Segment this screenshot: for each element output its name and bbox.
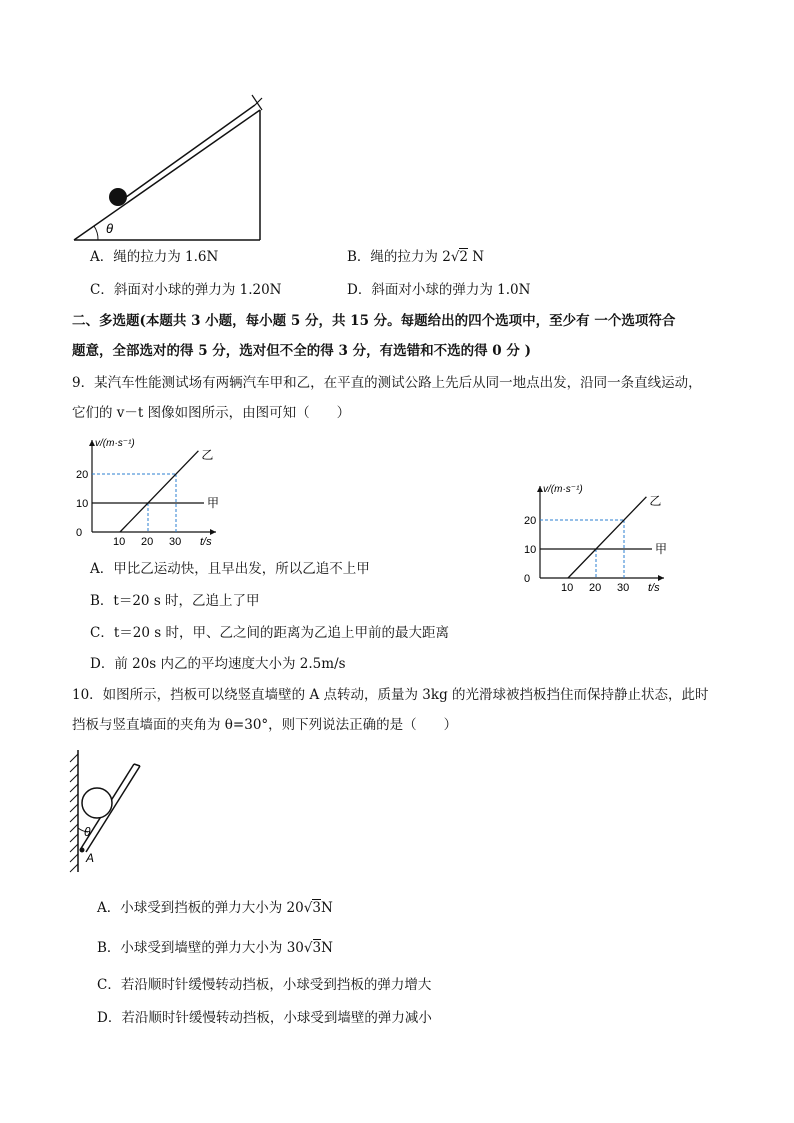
q10-option-b-coef: 30 [286, 940, 304, 956]
x-tick-label-2: 30 [169, 536, 182, 548]
x-tick-label-0: 10 [561, 582, 574, 594]
q10-option-b[interactable] [97, 939, 333, 957]
vt-chart-left [70, 432, 230, 550]
ball [82, 788, 112, 818]
q9-option-d[interactable]: D．前 20s 内乙的平均速度大小为 2.5m/s [90, 656, 346, 672]
q8-option-b-unit: N [468, 249, 485, 265]
section2-header-line1: 二、多选题(本题共 3 小题，每小题 5 分，共 15 分。每题给出的四个选项中，至少有 一个选项符合 [72, 313, 676, 329]
sqrt-sign: √ [303, 900, 313, 916]
q8-option-a[interactable]: A．绳的拉力为 1.6N [90, 249, 219, 265]
series-line-1 [568, 497, 646, 578]
x-axis-label: t/s [648, 582, 660, 594]
q10-option-a-text: A．小球受到挡板的弹力大小为 [97, 900, 287, 916]
q9-stem-line2: 它们的 v－t 图像如图所示，由图可知（ ） [72, 405, 351, 421]
sqrt-sign: √ [303, 940, 313, 956]
q10-option-b-text: B．小球受到墙壁的弹力大小为 [97, 940, 287, 956]
q10-option-b-unit: N [321, 940, 333, 956]
q8-option-b[interactable] [347, 248, 484, 266]
y-tick-label-2: 20 [524, 515, 537, 527]
q10-option-a-radicand: 3 [312, 900, 321, 916]
q9-stem-line1: 9．某汽车性能测试场有两辆汽车甲和乙，在平直的测试公路上先后从同一地点出发，沿同一条直线运动， [72, 375, 702, 391]
q10-option-b-radicand: 3 [312, 940, 322, 956]
y-tick-label-0: 0 [76, 527, 83, 539]
q9-option-a[interactable]: A．甲比乙运动快，且早出发，所以乙追不上甲 [90, 561, 370, 577]
q10-option-a[interactable] [97, 899, 333, 917]
x-axis-label: t/s [200, 536, 212, 548]
y-axis-label: v/(m·s⁻¹) [95, 438, 135, 449]
q8-option-d[interactable]: D．斜面对小球的弹力为 1.0N [347, 282, 531, 298]
pivot-point [80, 848, 85, 853]
q9-option-c[interactable]: C．t＝20 s 时，甲、乙之间的距离为乙追上甲前的最大距离 [90, 625, 449, 641]
ball [109, 188, 127, 206]
point-label: A [86, 851, 95, 865]
vt-chart-right [518, 478, 678, 596]
angle-label: θ [84, 825, 91, 839]
y-tick-label-0: 0 [524, 573, 531, 585]
q10-stem-line2: 挡板与竖直墙面的夹角为 θ=30°，则下列说法正确的是（ ） [72, 717, 458, 733]
series-label-0: 甲 [207, 496, 220, 510]
y-tick-label-2: 20 [76, 469, 89, 481]
q10-option-a-coef: 20 [286, 900, 304, 916]
q9-option-b[interactable]: B．t＝20 s 时，乙追上了甲 [90, 593, 260, 609]
y-axis-label: v/(m·s⁻¹) [543, 484, 583, 495]
q10-option-a-unit: N [320, 900, 333, 916]
series-label-1: 乙 [649, 493, 662, 508]
x-tick-label-2: 30 [617, 582, 630, 594]
q10-stem-line1: 10．如图所示，挡板可以绕竖直墙壁的 A 点转动，质量为 3kg 的光滑球被挡板挡住而保持静止状态，此时 [72, 687, 709, 703]
sqrt-sign: √ [450, 249, 460, 265]
wall-baffle-figure [66, 748, 156, 878]
x-tick-label-1: 20 [141, 536, 154, 548]
series-label-0: 甲 [655, 542, 668, 556]
q10-option-d[interactable]: D．若沿顺时针缓慢转动挡板，小球受到墙壁的弹力减小 [97, 1010, 432, 1026]
incline-figure [60, 90, 280, 250]
x-axis-arrow [658, 575, 664, 581]
q8-option-c[interactable]: C．斜面对小球的弹力为 1.20N [90, 282, 282, 298]
angle-label: θ [106, 221, 114, 236]
series-label-1: 乙 [201, 447, 214, 462]
q8-option-b-radicand: 2 [459, 249, 469, 265]
section2-header-line2: 题意，全部选对的得 5 分，选对但不全的得 3 分，有选错和不选的得 0 分 ) [72, 343, 531, 359]
x-tick-label-1: 20 [589, 582, 602, 594]
q8-option-b-text: B．绳的拉力为 [347, 249, 443, 265]
q10-option-c[interactable]: C．若沿顺时针缓慢转动挡板，小球受到挡板的弹力增大 [97, 977, 432, 993]
x-tick-label-0: 10 [113, 536, 126, 548]
y-tick-label-1: 10 [76, 498, 89, 510]
y-tick-label-1: 10 [524, 544, 537, 556]
series-line-1 [120, 451, 198, 532]
x-axis-arrow [210, 529, 216, 535]
q8-option-b-coef: 2 [442, 249, 451, 265]
